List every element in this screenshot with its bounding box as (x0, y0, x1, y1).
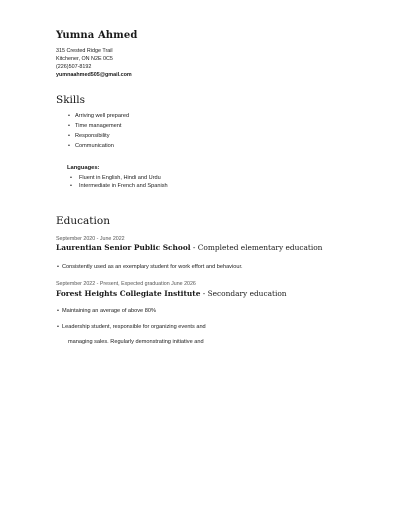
education-bullet: • Consistently used as an exemplary student for work effort and behaviour. (57, 264, 243, 270)
bullet-icon: • (70, 175, 72, 181)
education-date: September 2020 - June 2022 (56, 236, 125, 242)
skill-item: • Time management (68, 123, 122, 129)
education-school-line (56, 243, 322, 252)
address-line: 315 Crested Ridge Trail (56, 48, 113, 54)
email-line: yumnaahmed505@gmail.com (56, 72, 132, 78)
bullet-icon: • (68, 123, 70, 129)
school-description: - Secondary education (200, 289, 287, 298)
school-description: - Completed elementary education (190, 243, 323, 252)
bullet-icon: • (68, 133, 70, 139)
bullet-icon: • (68, 143, 70, 149)
skill-item: • Arriving well prepared (68, 113, 130, 119)
education-bullet-continuation: managing sales. Regularly demonstrating initiative and (68, 339, 204, 345)
bullet-icon: • (57, 264, 59, 270)
skill-item: • Communication (68, 143, 114, 149)
languages-heading: Languages: (67, 165, 100, 171)
education-school-line (56, 289, 287, 298)
school-name: Laurentian Senior Public School (56, 243, 191, 252)
skill-item: • Responsibility (68, 133, 110, 139)
bullet-icon: • (57, 308, 59, 314)
language-item: • Intermediate in French and Spanish (70, 183, 168, 189)
education-heading: Education (56, 215, 110, 227)
bullet-icon: • (57, 324, 59, 330)
school-name: Forest Heights Collegiate Institute (56, 289, 201, 298)
skills-heading: Skills (56, 94, 86, 106)
city-line: Kitchener, ON N2E 0C5 (56, 56, 113, 62)
bullet-icon: • (68, 113, 70, 119)
phone-line: (226)507-8192 (56, 64, 92, 70)
education-bullet: • Maintaining an average of above 80% (57, 308, 156, 314)
education-bullet: • Leadership student, responsible for organizing events and (57, 324, 206, 330)
language-item: • Fluent in English, Hindi and Urdu (70, 175, 161, 181)
applicant-name: Yumna Ahmed (56, 30, 138, 41)
education-date: September 2022 - Present, Expected graduation June 2026 (56, 281, 196, 287)
bullet-icon: • (70, 183, 72, 189)
